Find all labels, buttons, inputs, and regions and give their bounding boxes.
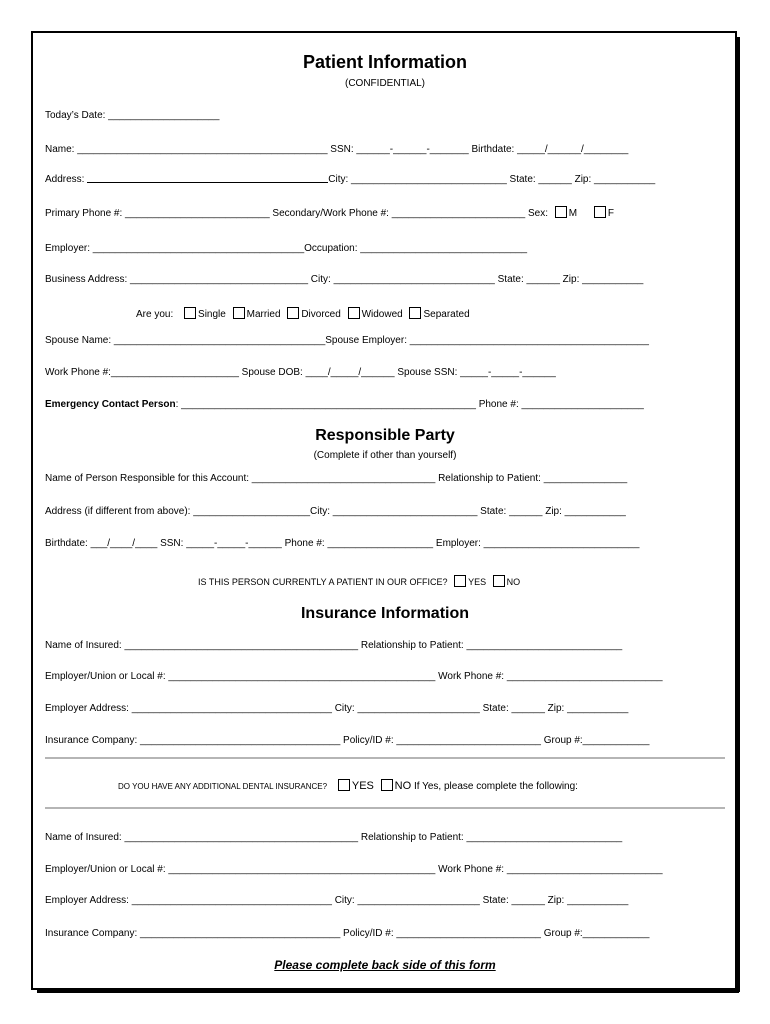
married-label: Married — [246, 309, 281, 320]
current-patient-yes-checkbox[interactable] — [454, 575, 466, 587]
secondary-insured-name-line[interactable]: Name of Insured: __________________________________________ Relationship to Patient: ____________________________ — [45, 832, 623, 843]
todays-date-field[interactable]: Today’s Date: ____________________ — [45, 110, 220, 121]
sex-m-checkbox[interactable] — [555, 206, 567, 218]
insurance-company-line[interactable]: Insurance Company: ____________________________________ Policy/ID #: __________________________ Group #:____________ — [45, 735, 650, 746]
address-label: Address: — [45, 174, 85, 185]
divorced-checkbox[interactable] — [287, 307, 299, 319]
section-divider-top — [45, 757, 725, 759]
secondary-insurance-company-line[interactable]: Insurance Company: ____________________________________ Policy/ID #: __________________________ Group #:____________ — [45, 928, 650, 939]
employer-occupation-line[interactable]: Employer: ______________________________________Occupation: ______________________________ — [45, 243, 528, 254]
sex-f-checkbox[interactable] — [594, 206, 606, 218]
sex-f-label: F — [607, 208, 615, 219]
sex-m-label: M — [568, 208, 578, 219]
page-subtitle: (CONFIDENTIAL) — [345, 78, 425, 89]
back-side-reminder: Please complete back side of this form — [274, 958, 496, 972]
separated-checkbox[interactable] — [409, 307, 421, 319]
emergency-contact-label: Emergency Contact Person — [45, 399, 176, 410]
insurance-heading: Insurance Information — [300, 605, 470, 622]
work-phone-spouse-line[interactable]: Work Phone #:_______________________ Spouse DOB: ____/_____/______ Spouse SSN: _____-_____-______ — [45, 367, 556, 378]
phone-sex-line[interactable] — [45, 206, 614, 220]
address-city-state-zip: City: ____________________________ State: ______ Zip: ___________ — [328, 174, 656, 185]
divorced-label: Divorced — [301, 309, 341, 320]
additional-no-label: NO — [394, 780, 412, 792]
spouse-name-line[interactable]: Spouse Name: ______________________________________Spouse Employer: ___________________________________________ — [45, 335, 649, 346]
insured-employer-address-line[interactable]: Employer Address: ____________________________________ City: ______________________ State: ______ Zip: ___________ — [45, 703, 629, 714]
widowed-label: Widowed — [361, 309, 403, 320]
page-title: Patient Information — [302, 52, 467, 72]
insured-employer-line[interactable]: Employer/Union or Local #: ________________________________________________ Work Phone #: ____________________________ — [45, 671, 663, 682]
secondary-insured-employer-line[interactable]: Employer/Union or Local #: ________________________________________________ Work Phone #: ____________________________ — [45, 864, 663, 875]
responsible-party-heading: Responsible Party — [315, 427, 455, 444]
name-ssn-birthdate-line[interactable]: Name: _____________________________________________ SSN: ______-______-_______ Birthdate: _____/______/________ — [45, 144, 629, 155]
additional-insurance-note: If Yes, please complete the following: — [413, 781, 578, 792]
responsible-party-note: (Complete if other than yourself) — [313, 450, 457, 461]
current-patient-yes-label: YES — [468, 577, 487, 587]
marital-status-row — [136, 307, 470, 321]
separated-label: Separated — [423, 309, 470, 320]
secondary-employer-address-line[interactable]: Employer Address: ____________________________________ City: ______________________ State: ______ Zip: ___________ — [45, 895, 629, 906]
widowed-checkbox[interactable] — [348, 307, 360, 319]
are-you-label: Are you: — [136, 309, 174, 320]
single-checkbox[interactable] — [184, 307, 196, 319]
current-patient-question: IS THIS PERSON CURRENTLY A PATIENT IN OUR OFFICE? — [198, 577, 448, 587]
current-patient-no-checkbox[interactable] — [493, 575, 505, 587]
additional-yes-checkbox[interactable] — [338, 779, 350, 791]
responsible-address-line[interactable]: Address (if different from above): _____________________City: __________________________ State: ______ Zip: ___________ — [45, 506, 626, 517]
current-patient-question-row — [198, 575, 520, 588]
married-checkbox[interactable] — [233, 307, 245, 319]
emergency-contact-fields: : _____________________________________________________ Phone #: ______________________ — [175, 399, 644, 410]
emergency-contact-line[interactable] — [45, 399, 644, 411]
address-field[interactable] — [87, 182, 328, 183]
additional-insurance-question: DO YOU HAVE ANY ADDITIONAL DENTAL INSURANCE? — [118, 782, 328, 791]
responsible-name-line[interactable]: Name of Person Responsible for this Account: _________________________________ Relationship to Patient: _______________ — [45, 473, 628, 484]
additional-yes-label: YES — [351, 780, 374, 792]
current-patient-no-label: NO — [506, 577, 521, 587]
section-divider-bottom — [45, 807, 725, 809]
phone-fields: Primary Phone #: __________________________ Secondary/Work Phone #: ________________________ Sex: — [45, 208, 549, 219]
address-line[interactable] — [45, 174, 655, 186]
insured-name-line[interactable]: Name of Insured: __________________________________________ Relationship to Patient: ____________________________ — [45, 640, 623, 651]
single-label: Single — [198, 309, 226, 320]
business-address-line[interactable]: Business Address: ________________________________ City: _____________________________ State: ______ Zip: ___________ — [45, 274, 644, 285]
additional-no-checkbox[interactable] — [381, 779, 393, 791]
responsible-birthdate-line[interactable]: Birthdate: ___/____/____ SSN: _____-_____-______ Phone #: ___________________ Employer: ____________________________ — [45, 538, 640, 549]
additional-insurance-row — [118, 779, 578, 793]
